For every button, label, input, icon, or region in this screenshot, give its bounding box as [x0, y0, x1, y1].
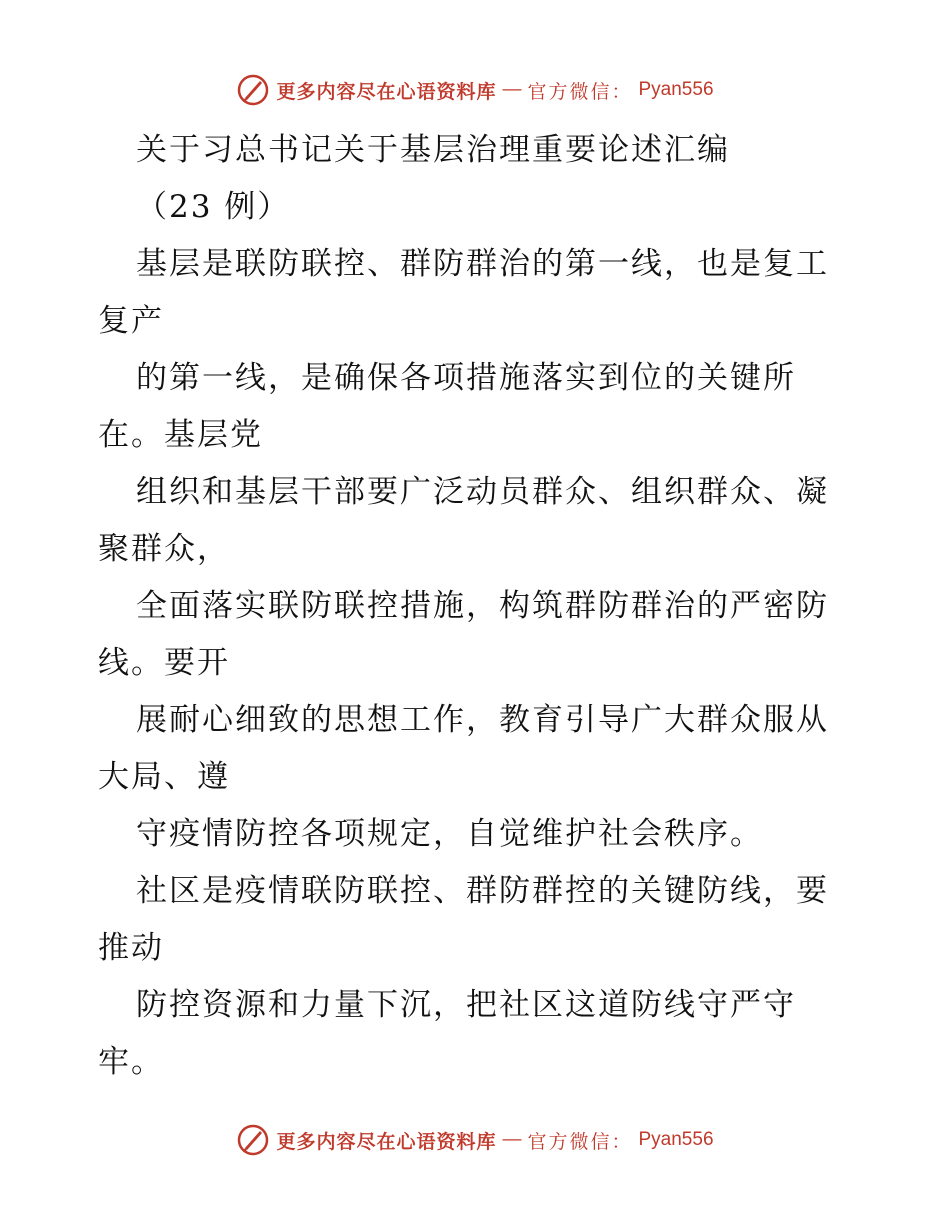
paragraph-line: 守疫情防控各项规定，自觉维护社会秩序。	[136, 816, 763, 852]
paragraph-line: 牢。	[98, 1044, 164, 1080]
paragraph-line: 大局、遵	[98, 759, 230, 795]
wechat-label: 官方微信：	[527, 80, 633, 103]
wechat-label: 官方微信：	[527, 1130, 633, 1153]
paragraph-line: 组织和基层干部要广泛动员群众、组织群众、凝	[136, 474, 829, 510]
paragraph-line: 的第一线，是确保各项措施落实到位的关键所	[136, 360, 796, 396]
paragraph-line: 社区是疫情联防联控、群防群控的关键防线，要	[136, 873, 829, 909]
paragraph-line: 复产	[98, 303, 164, 339]
paragraph-line: 线。要开	[98, 645, 230, 681]
paragraph-line: 展耐心细致的思想工作，教育引导广大群众服从	[136, 702, 829, 738]
wechat-id: Pyan556	[638, 79, 714, 100]
promo-text: 更多内容尽在心语资料库	[276, 1130, 497, 1153]
quill-pen-logo-icon	[236, 73, 270, 107]
paragraph-line: 全面落实联防联控措施，构筑群防群治的严密防	[136, 588, 829, 624]
paragraph-line: 在。基层党	[98, 417, 263, 453]
promo-separator: —	[502, 79, 522, 100]
document-body	[98, 122, 858, 1091]
paragraph-line: 推动	[98, 930, 164, 966]
document-subtitle: （23 例）	[136, 189, 291, 225]
document-title: 关于习总书记关于基层治理重要论述汇编	[136, 132, 730, 168]
promo-text: 更多内容尽在心语资料库	[276, 80, 497, 103]
paragraph-line: 基层是联防联控、群防群治的第一线，也是复工	[136, 246, 829, 282]
quill-pen-logo-icon	[236, 1123, 270, 1157]
promo-separator: —	[502, 1129, 522, 1150]
wechat-id: Pyan556	[638, 1129, 714, 1150]
paragraph-line: 防控资源和力量下沉，把社区这道防线守严守	[136, 987, 796, 1023]
footer-watermark-banner	[0, 1120, 950, 1160]
header-watermark-banner	[0, 70, 950, 110]
paragraph-line: 聚群众，	[98, 531, 230, 567]
